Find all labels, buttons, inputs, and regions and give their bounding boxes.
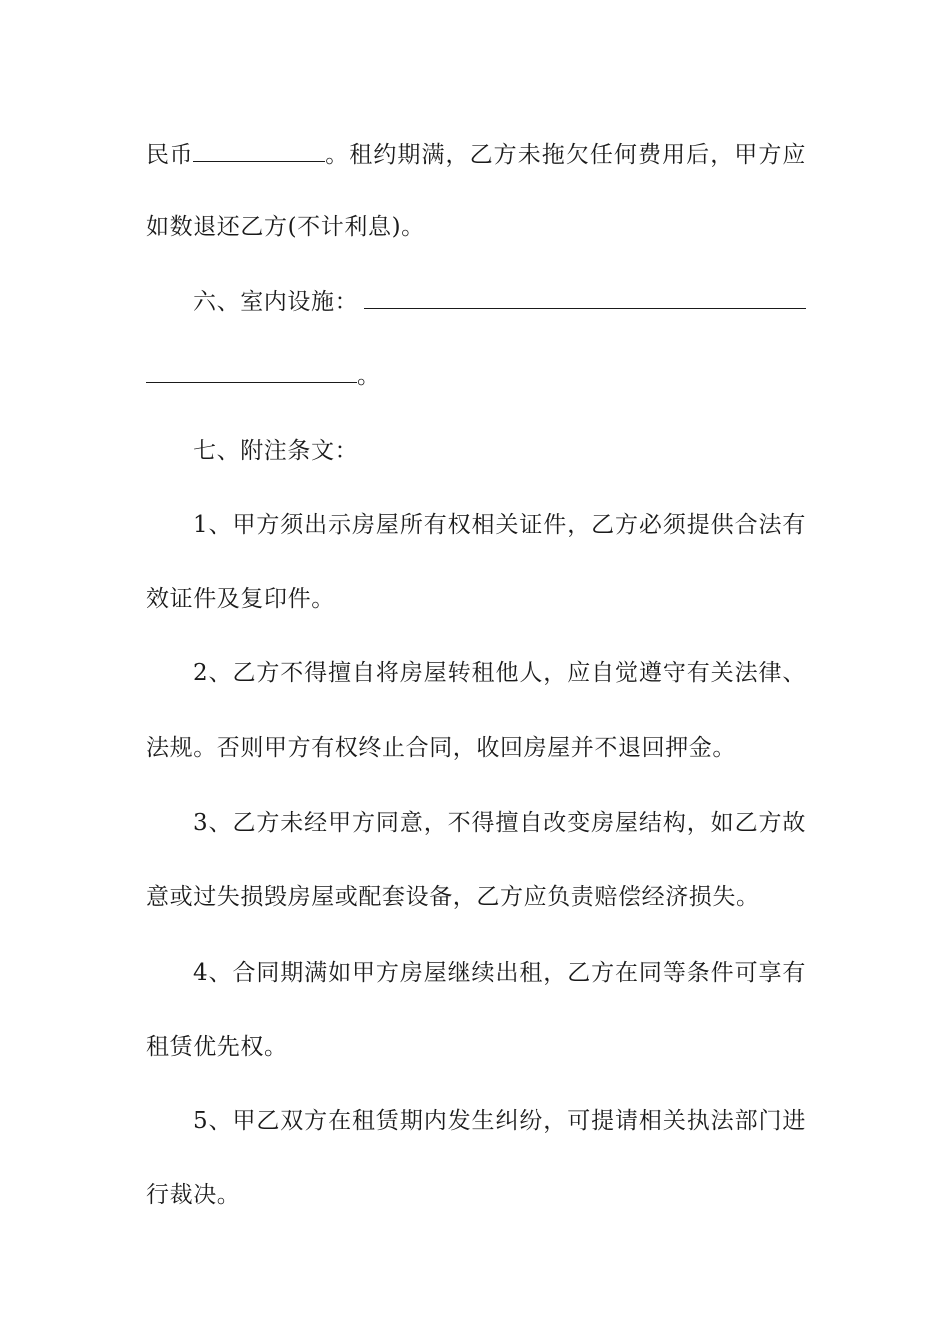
clause-2-line-1: 2、乙方不得擅自将房屋转租他人，应自觉遵守有关法律、 — [193, 660, 806, 686]
deposit-prefix: 民币 — [146, 142, 194, 168]
clause-3-line-1: 3、乙方未经甲方同意，不得擅自改变房屋结构，如乙方故 — [193, 810, 806, 836]
clause-3-line-2: 意或过失损毁房屋或配套设备，乙方应负责赔偿经济损失。 — [146, 884, 760, 910]
clause-5-line-1: 5、甲乙双方在租赁期内发生纠纷，可提请相关执法部门进 — [193, 1108, 806, 1134]
clause-4-line-2: 租赁优先权。 — [146, 1034, 288, 1060]
clause-5-line-2: 行裁决。 — [146, 1182, 241, 1208]
facilities-line — [146, 286, 806, 316]
deposit-suffix: 。租约期满，乙方未拖欠任何费用后，甲方应 — [325, 142, 806, 168]
facilities-line-2 — [146, 360, 806, 390]
facilities-blank — [364, 286, 806, 309]
section-heading: 七、附注条文： — [193, 438, 359, 464]
clause-1-line-1: 1、甲方须出示房屋所有权相关证件，乙方必须提供合法有 — [193, 512, 806, 538]
clause-2-line-2: 法规。否则甲方有权终止合同，收回房屋并不退回押金。 — [146, 735, 736, 761]
facilities-blank-2 — [146, 360, 357, 383]
deposit-amount-blank — [193, 139, 325, 162]
facilities-label: 六、室内设施： — [193, 289, 359, 315]
paragraph-line: 如数退还乙方(不计利息)。 — [146, 214, 425, 240]
clause-1-line-2: 效证件及复印件。 — [146, 586, 335, 612]
deposit-line — [146, 139, 806, 169]
facilities-end: 。 — [357, 363, 381, 389]
clause-4-line-1: 4、合同期满如甲方房屋继续出租，乙方在同等条件可享有 — [193, 960, 806, 986]
